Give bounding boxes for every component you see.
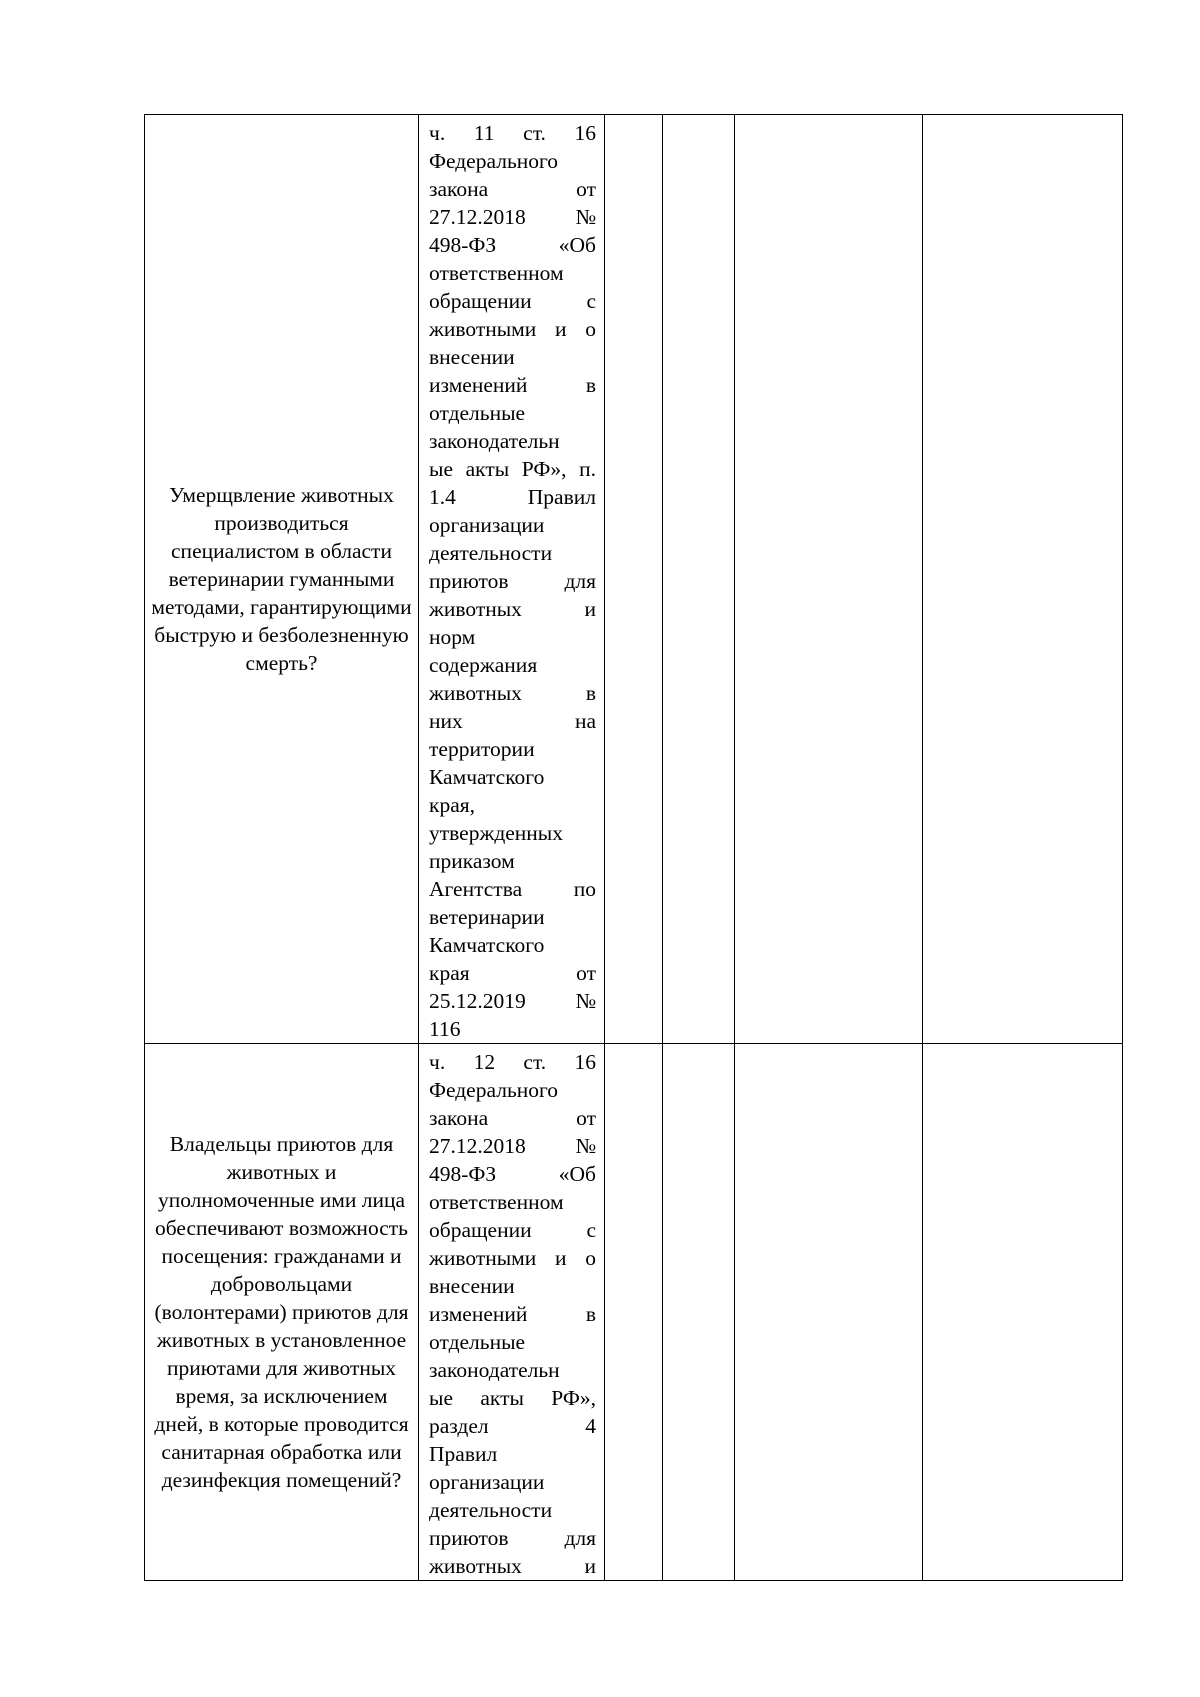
legal-basis-line xyxy=(429,987,596,1015)
table-row xyxy=(145,115,1123,1044)
legal-basis-line xyxy=(429,427,596,455)
legal-basis-word: 25.12.2019 xyxy=(429,989,526,1013)
legal-basis-word: обращении xyxy=(429,1218,532,1242)
legal-basis-word: 498-ФЗ xyxy=(429,233,497,257)
legal-basis-line xyxy=(429,1104,596,1132)
legal-basis-line xyxy=(429,847,596,875)
legal-basis-word: 1.4 xyxy=(429,485,456,509)
empty-cell xyxy=(923,115,1123,1044)
legal-basis-cell xyxy=(419,115,605,1044)
legal-basis-word: от xyxy=(576,1106,596,1130)
legal-basis-line xyxy=(429,1300,596,1328)
legal-basis-line xyxy=(429,679,596,707)
empty-cell xyxy=(735,115,923,1044)
legal-basis-line xyxy=(429,315,596,343)
legal-basis-word: приказом xyxy=(429,849,515,873)
legal-basis-word: животными и о xyxy=(429,317,596,341)
legal-basis-word: с xyxy=(586,1218,596,1242)
legal-basis-cell xyxy=(419,1044,605,1581)
legal-basis-line xyxy=(429,119,596,147)
empty-cell xyxy=(605,115,663,1044)
legal-basis-word: ст. xyxy=(523,1050,547,1074)
legal-basis-word: Агентства xyxy=(429,877,523,901)
legal-basis-word: Федерального xyxy=(429,1078,559,1102)
legal-basis-word: ответственном xyxy=(429,1190,564,1214)
legal-basis-word: внесении xyxy=(429,1274,515,1298)
legal-basis-line xyxy=(429,343,596,371)
legal-basis-word: 116 xyxy=(429,1017,461,1041)
legal-basis-word: внесении xyxy=(429,345,515,369)
legal-basis-line xyxy=(429,231,596,259)
legal-basis-word: и xyxy=(584,1554,596,1578)
empty-cell xyxy=(605,1044,663,1581)
legal-basis-word: ч. xyxy=(429,1050,446,1074)
legal-basis-word: № xyxy=(575,1134,596,1158)
legal-basis-word: приютов xyxy=(429,1526,509,1550)
legal-basis-word: края, xyxy=(429,793,476,817)
legal-basis-line xyxy=(429,371,596,399)
empty-cell xyxy=(923,1044,1123,1581)
legal-basis-line xyxy=(429,1440,596,1468)
checklist-table xyxy=(144,114,1123,1581)
legal-basis-line xyxy=(429,1160,596,1188)
legal-basis-word: территории xyxy=(429,737,535,761)
legal-basis-line xyxy=(429,1076,596,1104)
empty-cell xyxy=(735,1044,923,1581)
empty-cell xyxy=(663,115,735,1044)
legal-basis-line xyxy=(429,707,596,735)
legal-basis-word: отдельные xyxy=(429,1330,526,1354)
legal-basis-word: организации xyxy=(429,513,545,537)
legal-basis-word: закона xyxy=(429,1106,489,1130)
legal-basis-line xyxy=(429,735,596,763)
legal-basis-word: деятельности xyxy=(429,1498,553,1522)
legal-basis-word: 16 xyxy=(574,121,596,145)
legal-basis-word: утвержденных xyxy=(429,821,564,845)
legal-basis-line xyxy=(429,819,596,847)
legal-basis-word: Камчатского xyxy=(429,765,545,789)
legal-basis-word: 11 xyxy=(473,121,495,145)
legal-basis-word: № xyxy=(575,989,596,1013)
legal-basis-line xyxy=(429,875,596,903)
legal-basis-line xyxy=(429,147,596,175)
legal-basis-line xyxy=(429,763,596,791)
legal-basis-word: от xyxy=(576,177,596,201)
legal-basis-word: для xyxy=(564,569,596,593)
legal-basis-word: организации xyxy=(429,1470,545,1494)
legal-basis-word: Камчатского xyxy=(429,933,545,957)
legal-basis-word: ые акты РФ», п. xyxy=(429,457,596,481)
legal-basis-line xyxy=(429,959,596,987)
legal-basis-word: приютов xyxy=(429,569,509,593)
legal-basis-line xyxy=(429,287,596,315)
legal-basis-line xyxy=(429,203,596,231)
legal-basis-word: и xyxy=(584,597,596,621)
legal-basis-line xyxy=(429,1552,596,1580)
legal-basis-word: 12 xyxy=(473,1050,496,1074)
legal-basis-line xyxy=(429,1412,596,1440)
legal-basis-word: животными и о xyxy=(429,1246,596,1270)
legal-basis-line xyxy=(429,1496,596,1524)
legal-basis-word: них xyxy=(429,709,463,733)
legal-basis-word: «Об xyxy=(558,1162,596,1186)
legal-basis-line xyxy=(429,1188,596,1216)
legal-basis-line xyxy=(429,903,596,931)
legal-basis-word: ые xyxy=(429,1386,453,1410)
legal-basis-line xyxy=(429,1216,596,1244)
legal-basis-word: 4 xyxy=(585,1414,596,1438)
legal-basis-word: № xyxy=(575,205,596,229)
legal-basis-word: животных xyxy=(429,681,522,705)
legal-basis-word: ч. xyxy=(429,121,446,145)
legal-basis-line xyxy=(429,1468,596,1496)
legal-basis-line xyxy=(429,175,596,203)
legal-basis-word: Федерального xyxy=(429,149,559,173)
legal-basis-word: изменений xyxy=(429,373,528,397)
legal-basis-word: в xyxy=(585,373,596,397)
legal-basis-line xyxy=(429,1356,596,1384)
table-row xyxy=(145,1044,1123,1581)
legal-basis-word: ответственном xyxy=(429,261,564,285)
legal-basis-line xyxy=(429,1015,596,1043)
legal-basis-word: РФ», xyxy=(551,1386,596,1410)
legal-basis-line xyxy=(429,567,596,595)
legal-basis-line xyxy=(429,511,596,539)
legal-basis-word: отдельные xyxy=(429,401,526,425)
legal-basis-line xyxy=(429,399,596,427)
legal-basis-word: обращении xyxy=(429,289,532,313)
legal-basis-word: края xyxy=(429,961,470,985)
legal-basis-word: 16 xyxy=(574,1050,596,1074)
legal-basis-line xyxy=(429,595,596,623)
legal-basis-line xyxy=(429,1524,596,1552)
legal-basis-word: животных xyxy=(429,1554,522,1578)
legal-basis-line xyxy=(429,931,596,959)
legal-basis-line xyxy=(429,483,596,511)
legal-basis-word: в xyxy=(585,1302,596,1326)
legal-basis-line xyxy=(429,1384,596,1412)
legal-basis-word: на xyxy=(574,709,596,733)
legal-basis-line xyxy=(429,539,596,567)
legal-basis-word: для xyxy=(564,1526,596,1550)
legal-basis-word: содержания xyxy=(429,653,538,677)
legal-basis-word: Правил xyxy=(527,485,596,509)
legal-basis-word: раздел xyxy=(429,1414,489,1438)
legal-basis-word: ст. xyxy=(523,121,546,145)
question-cell: Владельцы приютов для животных и уполномоченные ими лица обеспечивают возможность посещения: гражданами и добровольцами (волонтерами) приютов для животных в установленное приютами для животных время, за исключением дней, в которые проводится санитарная обработка или дезинфекция помещений? xyxy=(145,1044,419,1581)
legal-basis-word: «Об xyxy=(558,233,596,257)
legal-basis-line xyxy=(429,1048,596,1076)
legal-basis-word: по xyxy=(573,877,596,901)
legal-basis-word: ветеринарии xyxy=(429,905,545,929)
legal-basis-word: 27.12.2018 xyxy=(429,1134,526,1158)
legal-basis-line xyxy=(429,1272,596,1300)
legal-basis-word: изменений xyxy=(429,1302,528,1326)
legal-basis-word: законодательн xyxy=(429,1358,560,1382)
legal-basis-word: законодательн xyxy=(429,429,560,453)
legal-basis-line xyxy=(429,259,596,287)
legal-basis-word: 498-ФЗ xyxy=(429,1162,497,1186)
legal-basis-word: от xyxy=(576,961,596,985)
legal-basis-word: 27.12.2018 xyxy=(429,205,526,229)
legal-basis-word: закона xyxy=(429,177,489,201)
legal-basis-line xyxy=(429,1132,596,1160)
legal-basis-word: в xyxy=(585,681,596,705)
legal-basis-line xyxy=(429,623,596,651)
legal-basis-line xyxy=(429,1328,596,1356)
legal-basis-line xyxy=(429,791,596,819)
legal-basis-line xyxy=(429,1244,596,1272)
legal-basis-word: деятельности xyxy=(429,541,553,565)
question-cell: Умерщвление животных производиться специалистом в области ветеринарии гуманными методами, гарантирующими быструю и безболезненную смерть? xyxy=(145,115,419,1044)
legal-basis-word: с xyxy=(586,289,596,313)
legal-basis-line xyxy=(429,455,596,483)
legal-basis-word: норм xyxy=(429,625,476,649)
empty-cell xyxy=(663,1044,735,1581)
legal-basis-word: акты xyxy=(480,1386,524,1410)
legal-basis-line xyxy=(429,651,596,679)
legal-basis-word: животных xyxy=(429,597,522,621)
legal-basis-word: Правил xyxy=(429,1442,498,1466)
